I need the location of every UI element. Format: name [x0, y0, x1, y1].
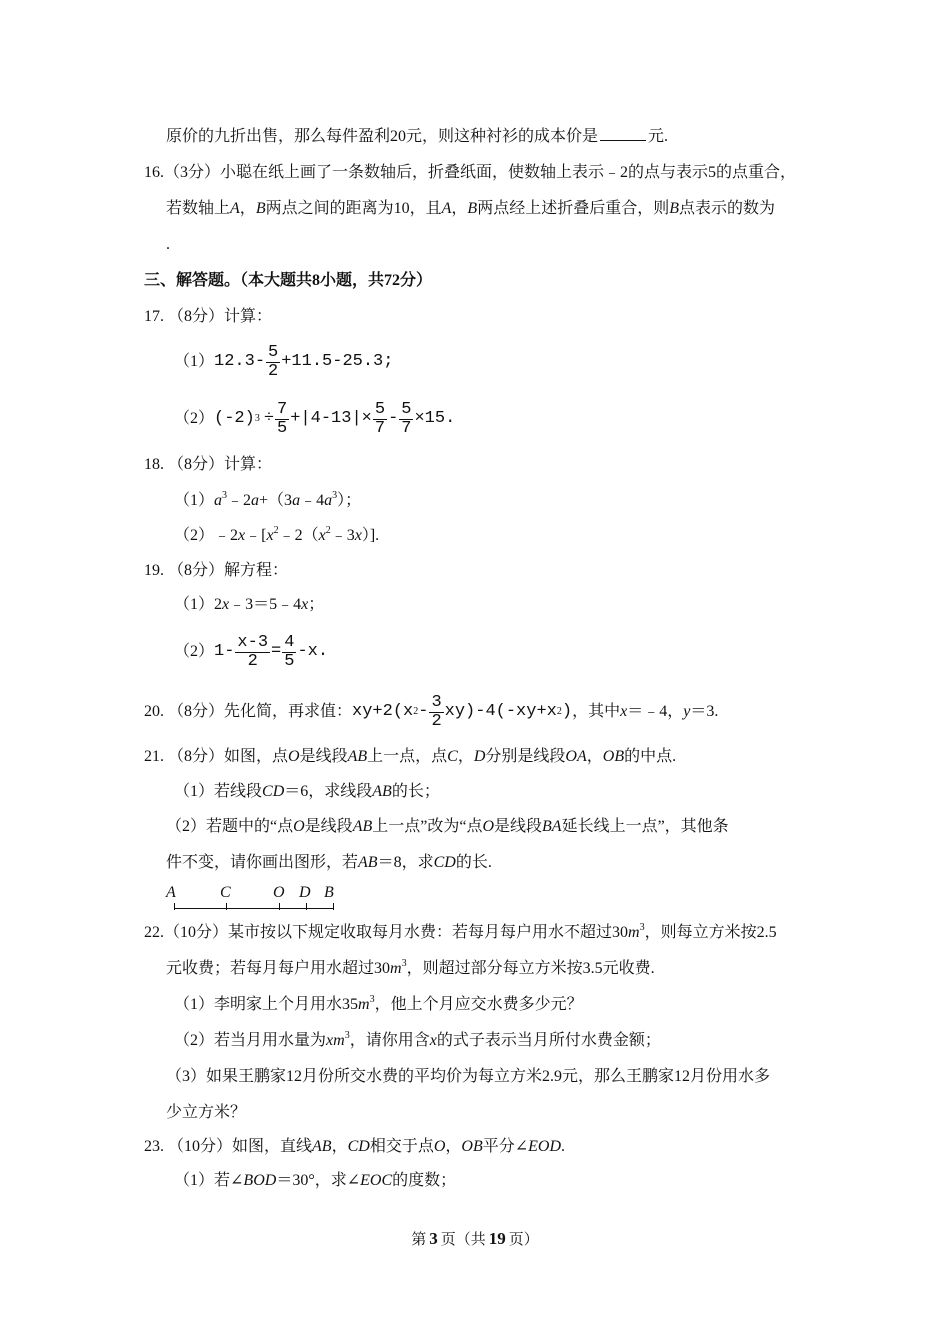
part-index: （2）	[174, 410, 215, 427]
q16-text: 两点之间的距离为10，且	[265, 200, 442, 217]
fraction	[266, 344, 280, 381]
math-text: +11.5-25.3;	[281, 352, 394, 371]
segment-figure	[166, 884, 346, 912]
numerator: 7	[277, 399, 288, 419]
var-A: A	[441, 200, 452, 217]
var-AB: AB	[352, 818, 373, 835]
var-D: D	[473, 748, 486, 765]
math-text: -	[388, 409, 399, 428]
exponent: 3	[344, 1030, 350, 1041]
var-B: B	[255, 200, 266, 217]
math-text: ﹣4	[300, 492, 325, 509]
exponent: 3	[332, 490, 338, 501]
q21-text: 上一点，点	[367, 748, 448, 765]
q21-text: 的长.	[455, 854, 492, 871]
footer-text: 页）	[508, 1232, 539, 1248]
q22-text: ，则超过部分每立方米按3.5元收费.	[406, 960, 655, 977]
var-AB: AB	[347, 748, 368, 765]
q21-line-3	[166, 816, 729, 838]
math-text: ﹣3	[330, 527, 355, 544]
var-BOD: BOD	[243, 1172, 277, 1189]
part-index: （1）	[174, 353, 215, 370]
q22-text: 22.（10分）某市按以下规定收取每月水费：若每月每户用水不超过30	[144, 924, 629, 941]
point-label-A: A	[166, 884, 176, 901]
exponent: 3	[369, 994, 375, 1005]
q21-text: ＝8，求	[377, 854, 434, 871]
math-text: ；	[308, 596, 325, 613]
part-index: （2）	[174, 643, 215, 660]
fraction	[282, 634, 296, 671]
var-x: x	[238, 527, 246, 544]
footer-text: 页（共	[440, 1232, 486, 1248]
q21-text: 延长线上一点”，其他条	[561, 818, 729, 835]
q23-text: （1）若∠	[174, 1172, 244, 1189]
denominator: 5	[284, 651, 295, 671]
footer-text: 第	[411, 1232, 427, 1248]
q21-text: 上一点”改为“点	[372, 818, 483, 835]
var-C: C	[447, 748, 458, 765]
math-text: -	[418, 702, 429, 721]
fraction	[275, 401, 289, 438]
q19-part-1	[174, 594, 324, 616]
denominator: 2	[247, 651, 258, 671]
continuation-end: 元.	[648, 128, 669, 145]
math-text: ﹣2	[227, 492, 252, 509]
point-label-O: O	[273, 884, 285, 901]
var-O: O	[288, 748, 300, 765]
var-CD: CD	[433, 854, 456, 871]
var-OB: OB	[602, 748, 625, 765]
tick-C	[226, 903, 227, 910]
part-index: （1）	[174, 596, 215, 613]
q21-line-4	[166, 852, 492, 874]
q22-part-3-cont: 少立方米？	[166, 1104, 247, 1121]
q22-text: （1）李明家上个月用水35	[174, 996, 359, 1013]
var-B: B	[669, 200, 679, 217]
q20-text: ＝3.	[690, 703, 719, 720]
point-label-C: C	[220, 884, 231, 901]
unit-m: m	[628, 924, 640, 941]
var-BA: BA	[542, 818, 562, 835]
q22-text: ，则每立方米按2.5	[644, 924, 777, 941]
continuation-text: 原价的九折出售，那么每件盈利20元，则这种衬衫的成本价是	[166, 128, 599, 145]
q16-text: 点表示的数为	[678, 200, 775, 217]
section-heading: 三、解答题。（本大题共8小题，共72分）	[144, 272, 433, 289]
numerator: x-3	[237, 632, 269, 652]
var-x: x	[354, 527, 362, 544]
q22-part-3: （3）如果王鹏家12月份所交水费的平均价为每立方米2.9元，那么王鹏家12月份用水多	[166, 1068, 771, 1085]
exponent: 3	[401, 958, 407, 969]
math-text: xy)-4(-xy+x	[444, 702, 557, 721]
q18-part-2	[174, 525, 379, 547]
q17-part-1	[174, 340, 393, 384]
q21-text: 21. （8分）如图，点	[144, 748, 289, 765]
q23-line-1	[144, 1136, 565, 1158]
q23-text: 23. （10分）如图，直线	[144, 1138, 313, 1155]
math-text: ﹣2	[214, 527, 239, 544]
numerator: 3	[431, 692, 442, 712]
fraction	[429, 694, 443, 731]
q21-line-2	[174, 781, 440, 803]
q21-text: （1）若线段	[174, 783, 263, 800]
fraction	[399, 401, 413, 438]
math-text: ﹣3＝5﹣4	[229, 596, 302, 613]
continuation-line	[166, 126, 668, 148]
page-footer	[0, 1228, 950, 1249]
denominator: 7	[374, 418, 386, 438]
var-x: x	[326, 1032, 334, 1049]
q16-line-2	[166, 198, 775, 220]
math-text: ﹣2（	[278, 527, 319, 544]
segment-ab	[174, 908, 334, 909]
q23-text: ＝30°，求∠	[276, 1172, 361, 1189]
q16-line-3: .	[166, 236, 170, 253]
q19-part-2	[174, 630, 328, 674]
q16-line-1: 16.（3分）小聪在纸上画了一条数轴后，折叠纸面，使数轴上表示﹣2的点与表示5的点重合，	[144, 164, 797, 181]
numerator: 5	[401, 399, 412, 419]
var-OA: OA	[565, 748, 587, 765]
math-text: 1-	[214, 642, 235, 661]
numerator: 4	[284, 632, 295, 652]
math-text: xy+2(x	[352, 702, 414, 721]
q19-heading: 19. （8分）解方程：	[144, 562, 289, 579]
var-a: a	[214, 492, 223, 509]
var-CD: CD	[347, 1138, 370, 1155]
denominator: 7	[401, 418, 412, 438]
q20-line: 20. （8分）先化简，再求值： xy+2(x 2 - $\frac{3}{2}$ xy)-4(-xy+x 2 ) ，其中 x ＝﹣4， y ＝3.	[144, 692, 719, 731]
var-x: x	[318, 527, 326, 544]
var-x: x	[620, 703, 628, 720]
math-text: (-2)	[214, 409, 255, 428]
answer-blank	[600, 126, 646, 141]
comma: ，	[445, 1138, 462, 1155]
exponent: 3	[639, 922, 645, 933]
var-B: B	[467, 200, 478, 217]
q18-part-1	[174, 490, 361, 512]
q21-text: （2）若题中的“点	[166, 818, 294, 835]
var-a: a	[251, 492, 260, 509]
part-index: （1）	[174, 492, 215, 509]
comma: ，	[586, 748, 603, 765]
q22-part-2	[174, 1030, 661, 1052]
math-text: +（3	[259, 492, 293, 509]
part-index: （2）	[174, 527, 215, 544]
point-label-B: B	[324, 884, 334, 901]
var-x: x	[222, 596, 230, 613]
math-text: 2	[214, 596, 223, 613]
var-O: O	[293, 818, 305, 835]
q16-text: 若数轴上	[166, 200, 231, 217]
q16-text: 两点经上述折叠后重合，则	[477, 200, 670, 217]
q22-line-2	[166, 958, 655, 980]
q21-text: 是线段	[299, 748, 348, 765]
math-text: +|4-13|×	[290, 409, 372, 428]
var-A: A	[230, 200, 240, 217]
var-EOD: EOD	[528, 1138, 562, 1155]
exponent: 3	[222, 490, 228, 501]
fraction	[235, 634, 270, 671]
q21-text: 的长；	[391, 783, 440, 800]
tick-A	[174, 903, 175, 910]
var-AB: AB	[312, 1138, 332, 1155]
page-number: 3	[429, 1229, 438, 1248]
var-y: y	[683, 703, 691, 720]
q23-text: .	[561, 1138, 566, 1155]
exponent: 2	[273, 525, 279, 536]
q20-text: ＝﹣4，	[627, 703, 684, 720]
comma: ，	[457, 748, 474, 765]
q21-text: 是线段	[494, 818, 543, 835]
denominator: 5	[277, 418, 288, 438]
unit-m: m	[390, 960, 402, 977]
denominator: 2	[268, 361, 279, 381]
numerator: 5	[374, 399, 386, 419]
q21-text: 件不变，请你画出图形，若	[166, 854, 359, 871]
math-text: ）].	[361, 527, 380, 544]
q22-part-1	[174, 994, 583, 1016]
var-a: a	[324, 492, 333, 509]
q23-part-1	[174, 1170, 456, 1192]
tick-O	[279, 903, 280, 910]
q23-text: 的度数；	[392, 1172, 457, 1189]
q23-text: 相交于点	[369, 1138, 434, 1155]
math-text: )	[561, 702, 573, 721]
q18-heading: 18. （8分）计算：	[144, 456, 273, 473]
math-text: -x.	[297, 642, 329, 661]
math-text: =	[271, 642, 282, 661]
var-O: O	[482, 818, 495, 835]
q21-line-1	[144, 746, 676, 768]
q21-text: 是线段	[304, 818, 353, 835]
var-OB: OB	[461, 1138, 483, 1155]
q22-text: （2）若当月用水量为	[174, 1032, 327, 1049]
q22-text: ，请你用含	[349, 1032, 430, 1049]
math-text: 12.3-	[214, 352, 266, 371]
unit-m: m	[333, 1032, 345, 1049]
q20-text: 20. （8分）先化简，再求值：	[144, 703, 353, 720]
math-text: ）；	[337, 492, 362, 509]
point-label-D: D	[299, 884, 311, 901]
q17-part-2: （2） (-2) 3 ÷ $\frac{7}{5}$ +|4-13|× $\frac{5}{7}$ - $\frac{5}{7}$ ×15.	[174, 399, 456, 438]
q21-text: ＝6，求线段	[284, 783, 373, 800]
var-EOC: EOC	[360, 1172, 393, 1189]
q20-text: ，其中	[572, 703, 621, 720]
tick-B	[333, 903, 334, 910]
var-AB: AB	[372, 783, 392, 800]
q17-heading: 17. （8分）计算：	[144, 308, 273, 325]
math-text: ×15.	[414, 409, 456, 428]
total-pages: 19	[488, 1229, 506, 1248]
q22-text: ，他上个月应交水费多少元？	[374, 996, 583, 1013]
var-a: a	[292, 492, 301, 509]
numerator: 5	[268, 342, 279, 362]
var-x: x	[266, 527, 274, 544]
q22-line-1	[144, 922, 777, 944]
q22-text: 元收费；若每月每户用水超过30	[166, 960, 391, 977]
var-O: O	[433, 1138, 446, 1155]
q23-text: 平分∠	[482, 1138, 529, 1155]
tick-D	[306, 903, 307, 910]
q21-text: 分别是线段	[485, 748, 566, 765]
q22-text: 的式子表示当月所付水费金额；	[436, 1032, 661, 1049]
var-x: x	[429, 1032, 437, 1049]
denominator: 2	[431, 711, 442, 731]
var-x: x	[301, 596, 309, 613]
math-text: ÷	[263, 409, 275, 428]
comma: ，	[451, 200, 468, 217]
fraction	[373, 401, 387, 438]
comma: ，	[239, 200, 256, 217]
comma: ，	[331, 1138, 348, 1155]
q21-text: 的中点.	[624, 748, 677, 765]
exponent: 2	[325, 525, 331, 536]
math-text: ﹣[	[245, 527, 267, 544]
var-CD: CD	[262, 783, 285, 800]
unit-m: m	[358, 996, 370, 1013]
var-AB: AB	[358, 854, 378, 871]
